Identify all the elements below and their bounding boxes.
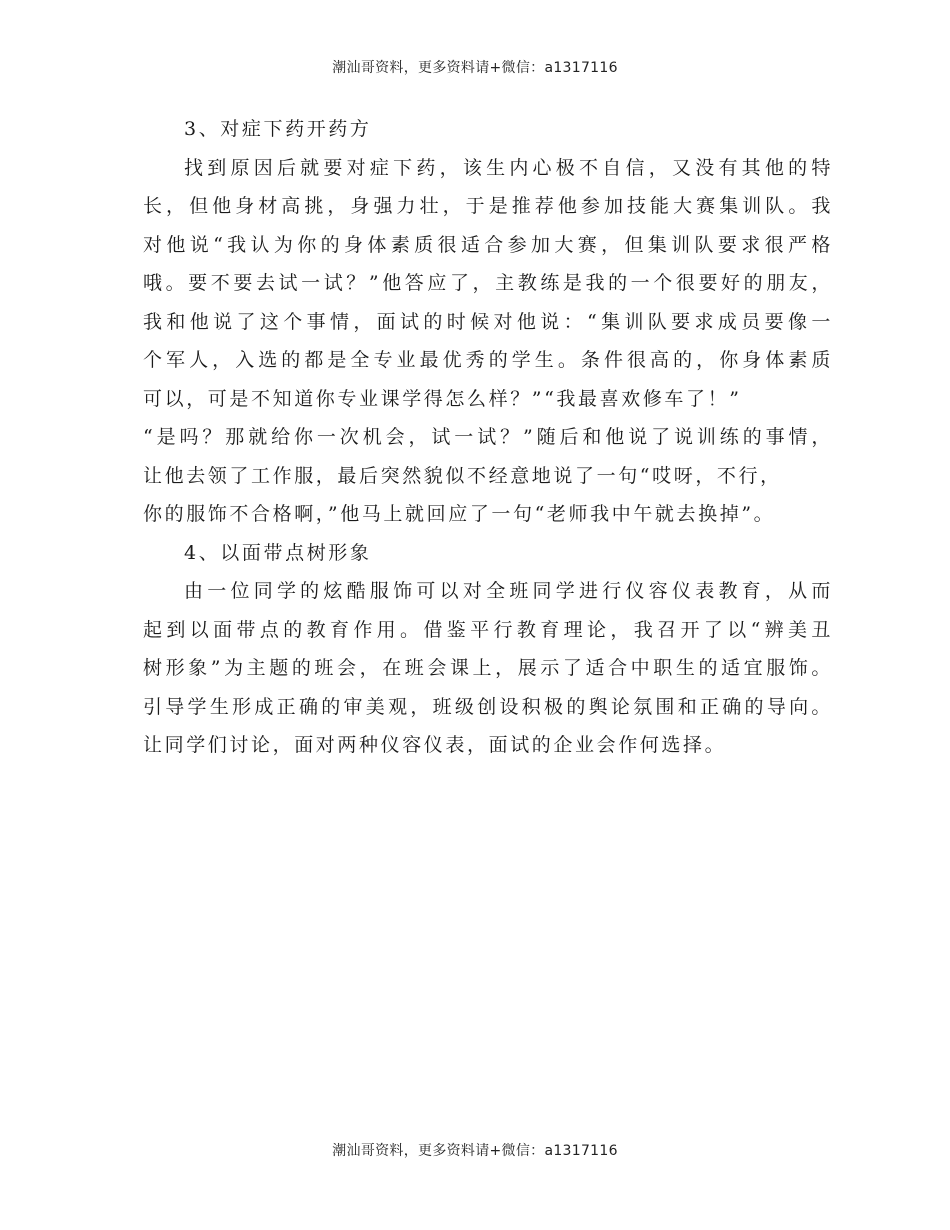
section-3-heading: 3、对症下药开药方 <box>184 118 372 140</box>
paragraph-line: 个军人，入选的都是全专业最优秀的学生。条件很高的，你身体素质 <box>143 349 833 371</box>
paragraph-line: 由一位同学的炫酷服饰可以对全班同学进行仪容仪表教育，从而 <box>184 580 833 602</box>
page-header-watermark: 潮汕哥资料，更多资料请+微信：a1317116 <box>332 60 618 76</box>
paragraph-line: 长，但他身材高挑，身强力壮，于是推荐他参加技能大赛集训队。我 <box>143 195 833 217</box>
section-3-paragraph <box>143 149 833 534</box>
paragraph-line: 引导学生形成正确的审美观，班级创设积极的舆论氛围和正确的导向。 <box>143 695 833 718</box>
paragraph-line: 你的服饰不合格啊，”他马上就回应了一句“老师我中午就去换掉”。 <box>143 503 776 525</box>
paragraph-line: 找到原因后就要对症下药，该生内心极不自信，又没有其他的特 <box>184 156 833 179</box>
page-footer-watermark: 潮汕哥资料，更多资料请+微信：a1317116 <box>332 1143 618 1159</box>
paragraph-line: 让同学们讨论，面对两种仪容仪表，面试的企业会作何选择。 <box>143 734 727 756</box>
paragraph-line: 对他说“我认为你的身体素质很适合参加大赛，但集训队要求很严格 <box>143 233 833 256</box>
paragraph-line: 我和他说了这个事情，面试的时候对他说：“集训队要求成员要像一 <box>143 310 833 333</box>
section-4-heading: 4、以面带点树形象 <box>184 541 372 564</box>
paragraph-line: 树形象”为主题的班会，在班会课上，展示了适合中职生的适宜服饰。 <box>143 657 833 679</box>
paragraph-line: 可以，可是不知道你专业课学得怎么样？”“我最喜欢修车了！” <box>143 387 742 410</box>
section-4-paragraph <box>143 572 833 765</box>
paragraph-line: 起到以面带点的教育作用。借鉴平行教育理论，我召开了以“辨美丑 <box>143 618 833 641</box>
document-body <box>143 110 833 765</box>
paragraph-line: 让他去领了工作服，最后突然貌似不经意地说了一句“哎呀，不行， <box>143 464 782 487</box>
paragraph-line: “是吗？那就给你一次机会，试一试？”随后和他说了说训练的事情， <box>143 426 833 448</box>
paragraph-line: 哦。要不要去试一试？”他答应了，主教练是我的一个很要好的朋友， <box>143 272 833 294</box>
